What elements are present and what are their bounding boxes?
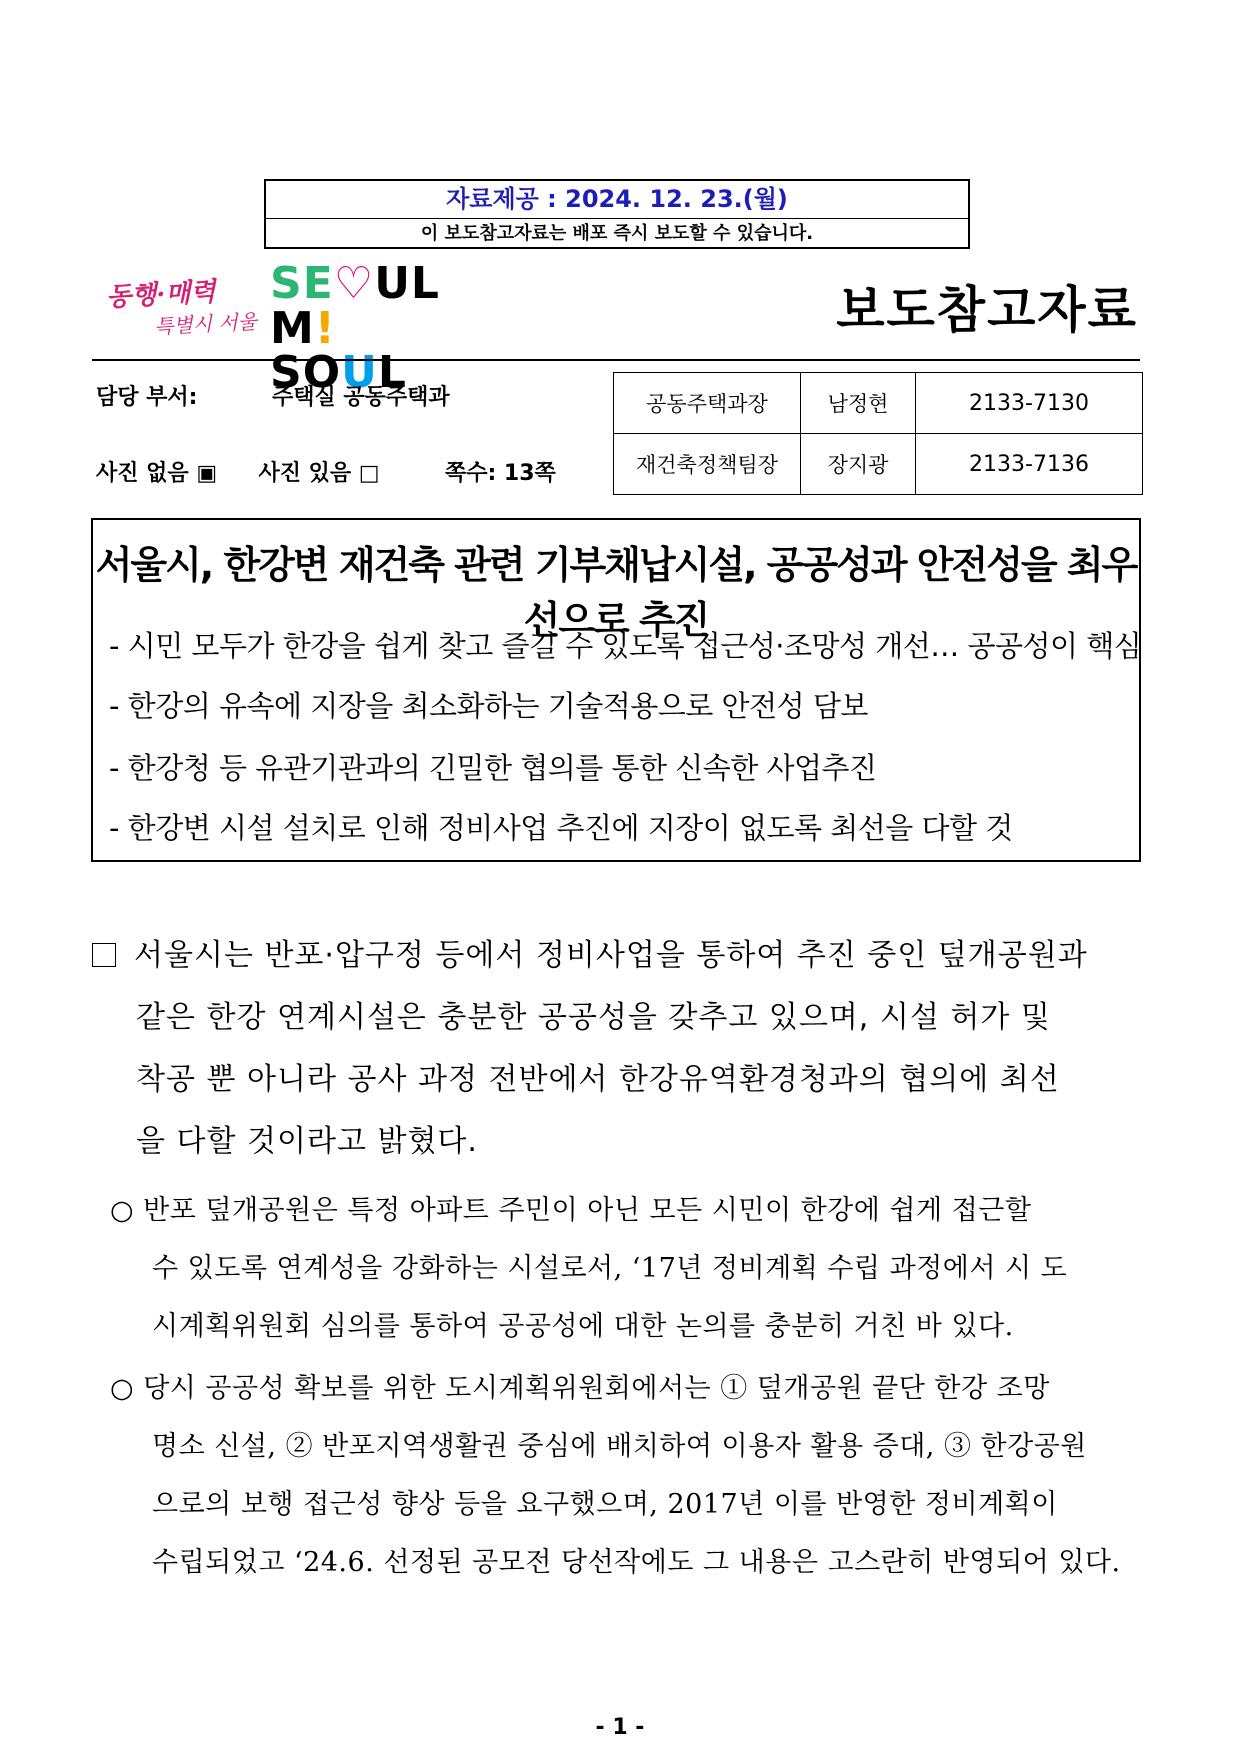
embargo-note: 이 보도참고자료는 배포 즉시 보도할 수 있습니다.: [420, 223, 814, 244]
seoul-logo-line1: SE♡UL: [270, 258, 440, 309]
paragraph-line: 을 다할 것이라고 밝혔다.: [136, 1124, 478, 1159]
page-number: - 1 -: [595, 1715, 645, 1740]
headline-box: [91, 518, 1141, 862]
square-bullet-icon: [92, 943, 116, 967]
contact-row: [614, 373, 1143, 434]
contact-name: 장지광: [801, 434, 916, 495]
headline: 서울시, 한강변 재건축 관련 기부채납시설, 공공성과 안전성을 최우선으로 추진: [95, 543, 1137, 642]
subparagraph-line: 시계획위원회 심의를 통하여 공공성에 대한 논의를 충분히 거친 바 있다.: [152, 1311, 1014, 1342]
subheading: - 한강의 유속에 지장을 최소화하는 기술적용으로 안전성 담보: [109, 689, 868, 723]
contact-phone: 2133-7136: [916, 434, 1143, 495]
photo-and-pages-line: [96, 456, 556, 487]
subparagraph-line: ○ 당시 공공성 확보를 위한 도시계획위원회에서는 ① 덮개공원 끝단 한강 조망: [110, 1373, 1050, 1404]
page-count: 쪽수: 13쪽: [444, 461, 556, 486]
subheading: - 시민 모두가 한강을 쉽게 찾고 즐길 수 있도록 접근성·조망성 개선… 공공성이 핵심: [109, 629, 1142, 663]
paragraph-line: 같은 한강 연계시설은 충분한 공공성을 갖추고 있으며, 시설 허가 및: [136, 1000, 1051, 1035]
subparagraph-line: 수 있도록 연계성을 강화하는 시설로서, ‘17년 정비계획 수립 과정에서 시 도: [152, 1253, 1068, 1284]
paragraph-line: 서울시는 반포·압구정 등에서 정비사업을 통하여 추진 중인 덮개공원과: [92, 930, 1088, 974]
slogan-line2: 특별시 서울: [153, 309, 258, 339]
body-paragraph-1: [92, 930, 1152, 1170]
subparagraph-line: 명소 신설, ② 반포지역생활권 중심에 배치하여 이용자 활용 증대, ③ 한강공원: [152, 1431, 1087, 1462]
slogan-line1: 동행·매력: [105, 277, 217, 313]
subparagraph-line: 수립되었고 ‘24.6. 선정된 공모전 당선작에도 그 내용은 고스란히 반영되어 있다.: [152, 1547, 1121, 1578]
contact-name: 남정현: [801, 373, 916, 434]
contact-team: 공동주택과장: [614, 373, 801, 434]
contact-phone: 2133-7130: [916, 373, 1143, 434]
body-subparagraph-2: [110, 1366, 1150, 1606]
seoul-slogan-logo: [104, 272, 264, 340]
release-date: 자료제공 : 2024. 12. 23.(월): [266, 181, 968, 219]
release-info-box: [264, 179, 970, 249]
contact-table: [613, 372, 1143, 495]
department-label: 담당 부서:: [96, 385, 198, 410]
header-divider: [92, 359, 1140, 361]
photo-yes: 사진 있음 □: [258, 461, 380, 486]
department-value: 주택실 공동주택과: [272, 385, 450, 410]
subheading: - 한강청 등 유관기관과의 긴밀한 협의를 통한 신속한 사업추진: [109, 751, 877, 785]
body-subparagraph-1: [110, 1188, 1150, 1368]
photo-none: 사진 없음 ▣: [96, 461, 218, 486]
subparagraph-line: 으로의 보행 접근성 향상 등을 요구했으며, 2017년 이를 반영한 정비계획이: [152, 1489, 1058, 1520]
contact-team: 재건축정책팀장: [614, 434, 801, 495]
contact-row: [614, 434, 1143, 495]
subparagraph-line: ○ 반포 덮개공원은 특정 아파트 주민이 아닌 모든 시민이 한강에 쉽게 접근할: [110, 1195, 1032, 1226]
seoul-logo-line2: M! SOUL: [270, 303, 407, 398]
document-type-title: 보도참고자료: [836, 281, 1138, 339]
subheading: - 한강변 시설 설치로 인해 정비사업 추진에 지장이 없도록 최선을 다할 것: [109, 811, 1013, 845]
paragraph-line: 착공 뿐 아니라 공사 과정 전반에서 한강유역환경청과의 협의에 최선: [136, 1062, 1060, 1097]
